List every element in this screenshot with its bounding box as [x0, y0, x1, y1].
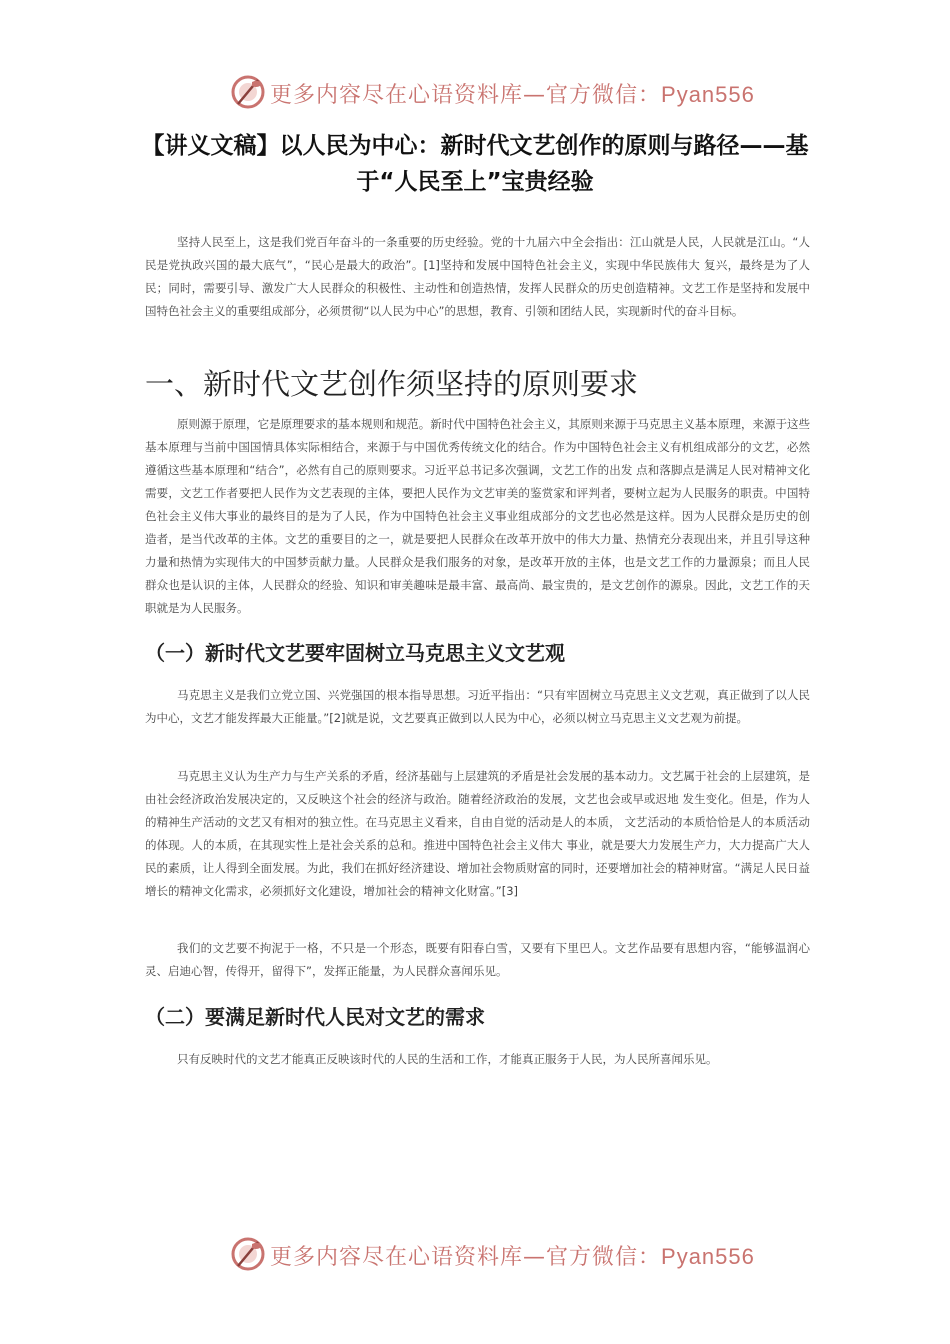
- subsection-heading-2: （二）要满足新时代人民对文艺的需求: [145, 1005, 485, 1029]
- header-watermark: [0, 70, 950, 114]
- footer-watermark: [0, 1232, 950, 1276]
- watermark-text: 更多内容尽在心语资料库—官方微信：Pyan556: [270, 1244, 755, 1270]
- quill-logo-icon: [230, 74, 266, 110]
- document-title: 【讲义文稿】以人民为中心：新时代文艺创作的原则与路径——基于“人民至上”宝贵经验: [141, 133, 809, 195]
- wechat-id: Pyan556: [661, 1244, 755, 1269]
- section1-paragraph: 原则源于原理，它是原理要求的基本规则和规范。新时代中国特色社会主义，其原则来源于马克思主义基本原理，来源于这些基本原理与当前中国国情具体实际相结合，来源于与中国优秀传统文化的结合。作为中国特色社会主义有机组成部分的文艺，必然遵循这些基本原理和“结合”，必然有自己的原则要求。习近平总书记多次强调，文艺工作的出发 点和落脚点是满足人民对精神文化需要，文艺工作者要把人民作为文艺表现的主体，要把人民作为文艺审美的鉴赏家和评判者，要树立起为人民服务的职责。中国特色社会主义伟大事业的最终目的是为了人民，作为中国特色社会主义事业组成部分的文艺也必然是这样。因为人民群众是历史的创造者，是当代改革的主体。文艺的重要目的之一，就是要把人民群众在改革开放中的伟大力量、热情充分表现出来，并且引导这种力量和热情为实现伟大的中国梦贡献力量。人民群众是我们服务的对象，是改革开放的主体，也是文艺工作的力量源泉；而且人民群众也是认识的主体，人民群众的经验、知识和审美趣味是最丰富、最高尚、最宝贵的，是文艺创作的源泉。因此，文艺工作的天职就是为人民服务。: [145, 417, 810, 615]
- sub1-paragraph-2: 马克思主义认为生产力与生产关系的矛盾，经济基础与上层建筑的矛盾是社会发展的基本动力。文艺属于社会的上层建筑，是由社会经济政治发展决定的，又反映这个社会的经济与政治。随着经济政治的发展，文艺也会或早或迟地 发生变化。但是，作为人的精神生产活动的文艺又有相对的独立性。在马克思主义看来，自由自觉的活动是人的本质， 文艺活动的本质恰恰是人的本质活动的体现。人的本质，在其现实性上是社会关系的总和。推进中国特色社会主义伟大 事业，就是要大力发展生产力，大力提高广大人民的素质，让人得到全面发展。为此，我们在抓好经济建设、增加社会物质财富的同时，还要增加社会的精神财富。“满足人民日益增长的精神文化需求，必须抓好文化建设，增加社会的精神文化财富。”[3]: [145, 769, 810, 898]
- sub2-paragraph-1: 只有反映时代的文艺才能真正反映该时代的人民的生活和工作，才能真正服务于人民，为人民所喜闻乐见。: [177, 1052, 718, 1066]
- sub1-paragraph-3: 我们的文艺要不拘泥于一格，不只是一个形态，既要有阳春白雪，又要有下里巴人。文艺作品要有思想内容，“能够温润心灵、启迪心智，传得开，留得下”，发挥正能量，为人民群众喜闻乐见。: [145, 941, 810, 978]
- sub1-paragraph-1: 马克思主义是我们立党立国、兴党强国的根本指导思想。习近平指出：“只有牢固树立马克思主义文艺观，真正做到了以人民为中心，文艺才能发挥最大正能量。”[2]就是说，文艺要真正做到以人民为中心，必须以树立马克思主义文艺观为前提。: [145, 688, 810, 725]
- subsection-heading-1: （一）新时代文艺要牢固树立马克思主义文艺观: [145, 641, 565, 665]
- intro-paragraph: 坚持人民至上，这是我们党百年奋斗的一条重要的历史经验。党的十九届六中全会指出：江山就是人民，人民就是江山。“人民是党执政兴国的最大底气”，“民心是最大的政治”。[1]坚持和发展中国特色社会主义，实现中华民族伟大 复兴，最终是为了人民；同时，需要引导、激发广大人民群众的积极性、主动性和创造热情，发挥人民群众的历史创造精神。文艺工作是坚持和发展中国特色社会主义的重要组成部分，必须贯彻“以人民为中心”的思想，教育、引领和团结人民，实现新时代的奋斗目标。: [145, 235, 810, 318]
- quill-logo-icon: [230, 1236, 266, 1272]
- section-heading-1: 一、新时代文艺创作须坚持的原则要求: [145, 367, 639, 401]
- wechat-id: Pyan556: [661, 82, 755, 107]
- watermark-text: 更多内容尽在心语资料库—官方微信：Pyan556: [270, 82, 755, 108]
